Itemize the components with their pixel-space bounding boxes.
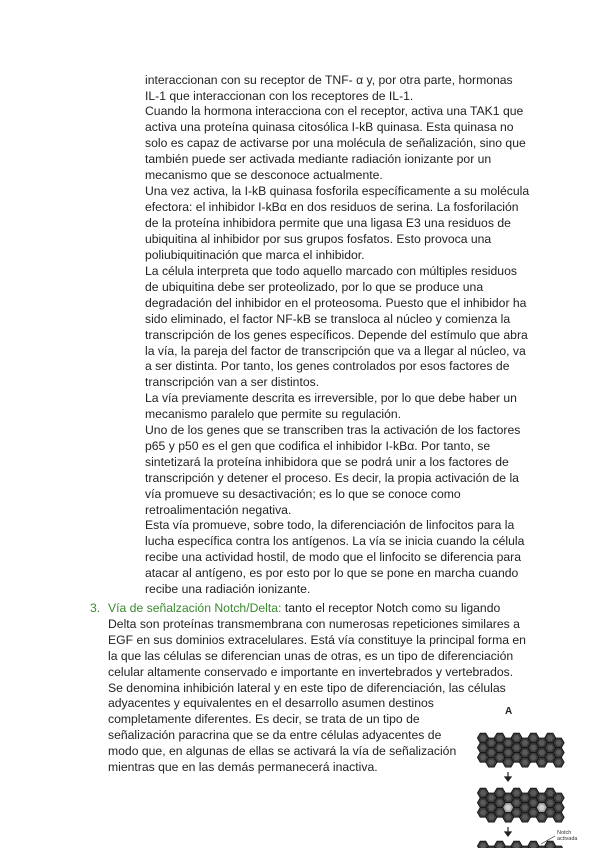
lateral-inhibition-figure — [465, 706, 600, 848]
text-line: Delta son proteínas transmembrana con numerosas repeticiones similares a — [108, 616, 520, 631]
paragraph — [145, 391, 535, 423]
text-line: Se denomina inhibición lateral y en este tipo de diferenciación, las células — [108, 680, 506, 695]
text-line: La célula interpreta que todo aquello marcado con múltiples residuos — [145, 264, 517, 278]
text-line: adyacentes y equivalentes en el desarrollo asumen destinos — [108, 696, 434, 711]
first-line-rest: tanto el receptor Notch como su ligando — [281, 601, 501, 615]
list-number: 3. — [90, 601, 101, 615]
text-line: lucha específica contra los antígenos. La vía se inicia cuando la célula — [145, 533, 525, 548]
section-title: Vía de señalzación Notch/Delta: — [108, 601, 282, 615]
text-line: transcripción van a ser distintos. — [145, 375, 320, 390]
text-line: poliubiquitinación que marca el inhibidor. — [145, 247, 365, 262]
cell-grid-top — [477, 733, 564, 767]
text-line: mecanismo paralelo que permite su regulación. — [145, 406, 402, 421]
text-line: La vía previamente descrita es irreversible, por lo que debe haber un — [145, 391, 517, 405]
arrow-down-icon — [505, 827, 511, 836]
text-line: celular altamente conservado e importante en invertebrados y vertebrados. — [108, 664, 514, 679]
cell-grid-bottom — [477, 841, 564, 848]
notch-activated-label: Notch activada — [557, 830, 578, 842]
text-line: recibe una actividad hostil, de modo que el linfocito se diferencia para — [145, 549, 522, 564]
text-line: interaccionan con su receptor de TNF- α y, por otra parte, hormonas — [145, 73, 513, 87]
text-line: también puede ser activada mediante radiación ionizante por un — [145, 151, 492, 166]
cell-grid-middle — [477, 788, 564, 822]
arrow-down-icon — [505, 772, 511, 781]
text-line: vía promueve su desactivación; es lo que se conoce como — [145, 486, 461, 501]
list-item-first-line — [108, 601, 528, 617]
text-line: transcripción y detener el proceso. Es decir, la propia activación de la — [145, 470, 519, 485]
text-line: modo que, en algunas de ellas se activará la vía de señalización — [108, 744, 457, 759]
paragraph — [145, 73, 535, 105]
paragraph — [145, 518, 535, 598]
text-line: solo es capaz de activarse por una molécula de señalización, sino que — [145, 135, 526, 150]
paragraph — [145, 264, 535, 391]
text-line: la vía, la pareja del factor de transcripción que va a llegar al núcleo, va — [145, 343, 526, 358]
text-line: a ser distinta. Por tanto, los genes controlados por esos factores de — [145, 359, 510, 374]
text-line: Una vez activa, la I-kB quinasa fosforila específicamente a su molécula — [145, 184, 530, 198]
paragraph — [145, 104, 535, 184]
text-line: la que las células se diferencian unas de otras, es un tipo de diferenciación — [108, 648, 514, 663]
text-line: Cuando la hormona interacciona con el receptor, activa una TAK1 que — [145, 104, 524, 118]
text-line: degradación del inhibidor en el proteosoma. Puesto que el inhibidor ha — [145, 295, 527, 310]
text-line: activa una proteína quinasa citosólica I-kB quinasa. Esta quinasa no — [145, 119, 514, 134]
text-line: recibe una radiación ionizante. — [145, 581, 311, 596]
text-line: efectora: el inhibidor I-kBα en dos residuos de serina. La fosforilación — [145, 199, 519, 214]
text-line: mecanismo que se desconoce actualmente. — [145, 167, 383, 182]
text-line: señalización paracrina que se da entre células adyacentes de — [108, 728, 442, 743]
text-line: mientras que en las demás permanecerá inactiva. — [108, 760, 378, 775]
text-line: atacar al antígeno, es por esto por lo que se pone en marcha cuando — [145, 565, 519, 580]
text-line: de la proteína inhibidora permite que una ligasa E3 una residuos de — [145, 215, 511, 230]
text-line: Uno de los genes que se transcriben tras la activación de los factores — [145, 423, 521, 437]
text-line: de ubiquitina debe ser proteolizado, por lo que se produce una — [145, 279, 484, 294]
text-line: completamente diferentes. Es decir, se trata de un tipo de — [108, 712, 420, 727]
text-line: IL-1 que interaccionan con los receptores de IL-1. — [145, 88, 414, 103]
text-line: ubiquitina al inhibidor por sus grupos fosfatos. Esto provoca una — [145, 231, 492, 246]
text-line: Esta vía promueve, sobre todo, la diferenciación de linfocitos para la — [145, 518, 515, 532]
paragraph — [145, 423, 535, 518]
text-line: p65 y p50 es el gen que codifica el inhibidor I-kBα. Por tanto, se — [145, 438, 491, 453]
paragraph — [145, 184, 535, 264]
text-line: sido eliminado, el factor NF-kB se transloca al núcleo y comienza la — [145, 311, 511, 326]
text-line: transcripción de los genes específicos. Depende del estímulo que abra — [145, 327, 528, 342]
text-line: sintetizará la proteína inhibidora que se podrá unir a los factores de — [145, 454, 509, 469]
figure-label: A — [505, 706, 513, 717]
cell-diagram — [465, 706, 600, 848]
text-line: EGF en sus dominios extracelulares. Está vía constituye la principal forma en — [108, 632, 526, 647]
text-line: retroalimentación negativa. — [145, 502, 292, 517]
